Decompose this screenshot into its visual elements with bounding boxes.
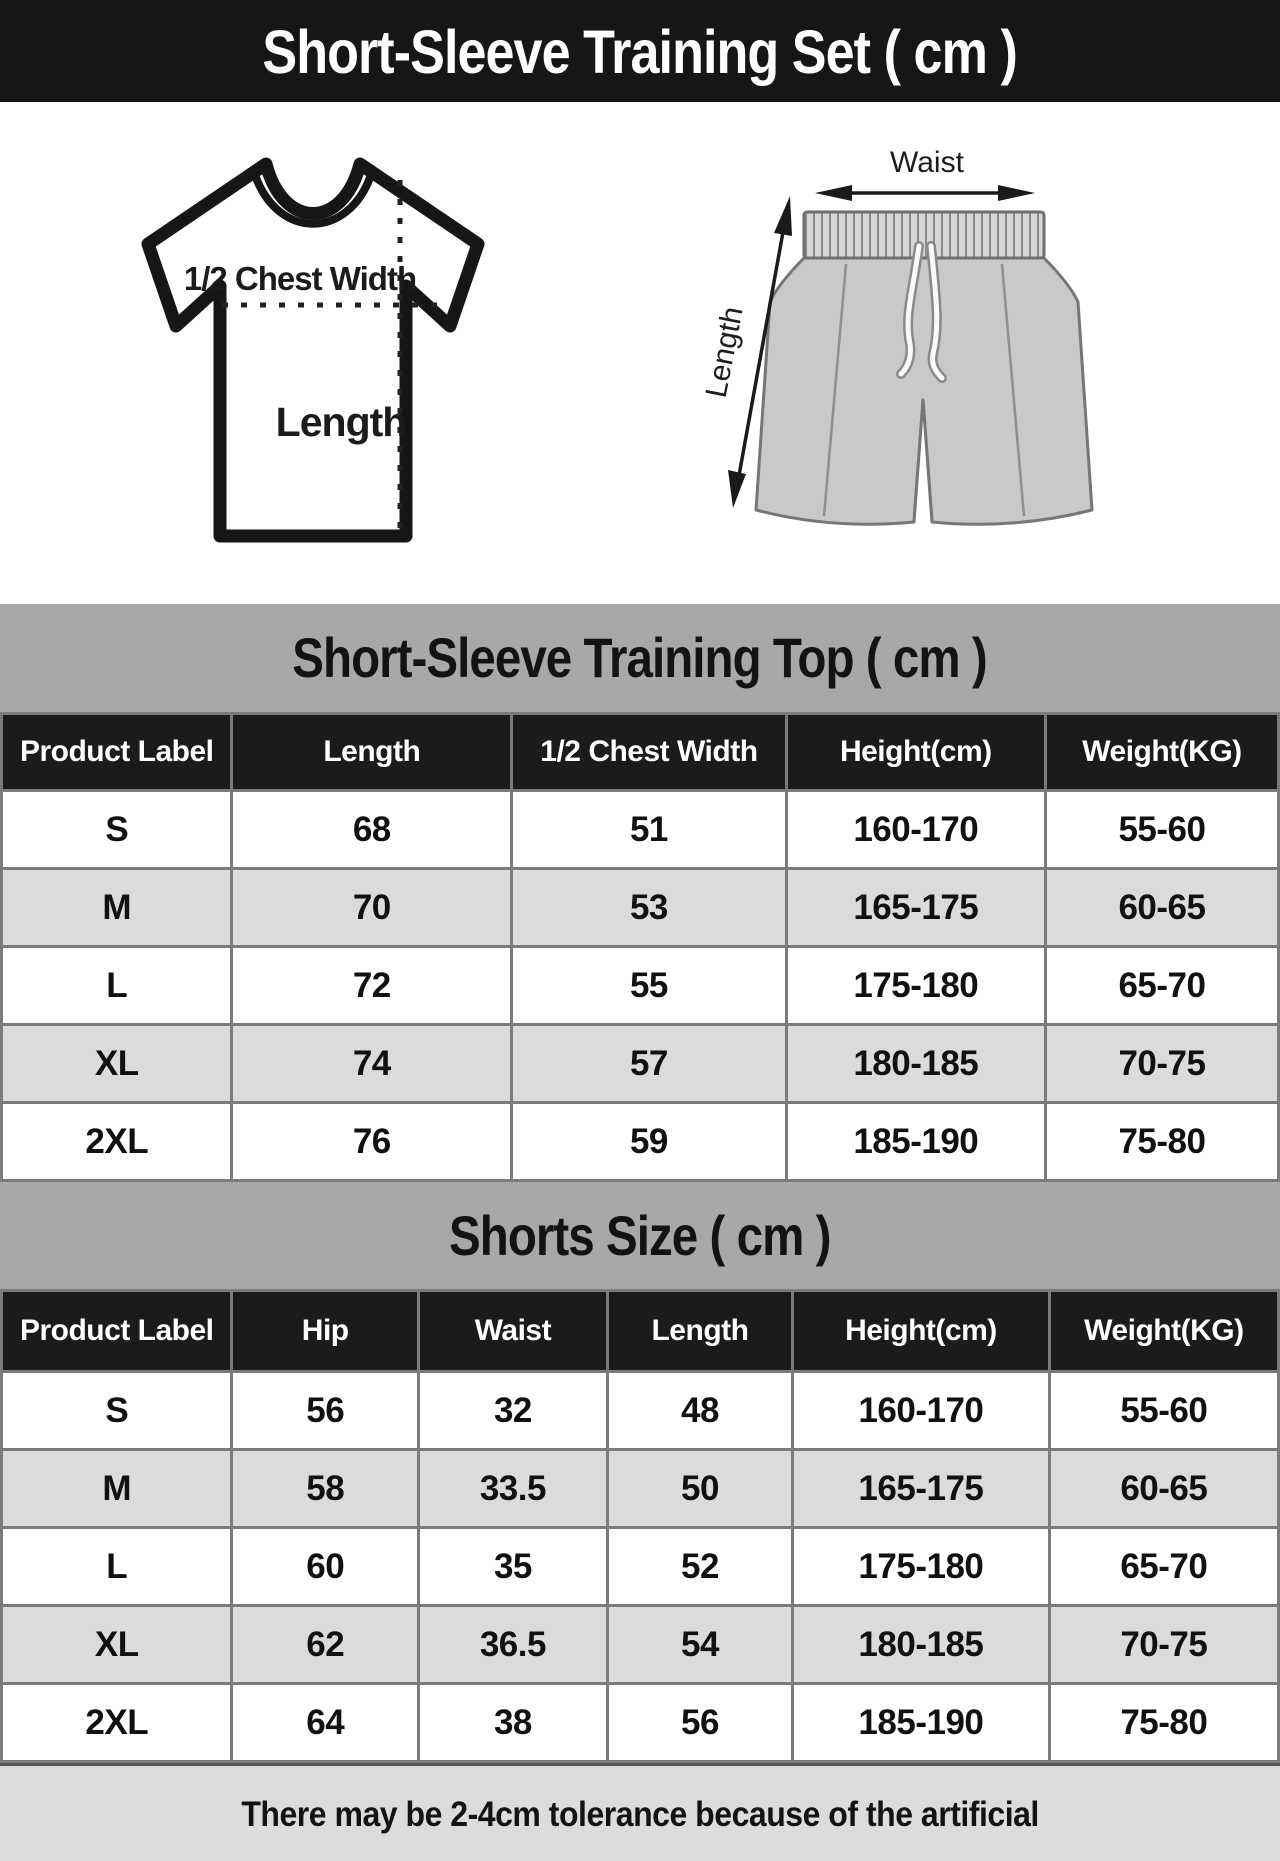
shorts-size-table [0,1289,1280,1763]
table-cell: 75-80 [1045,1103,1278,1181]
table-cell: S [2,1372,232,1450]
table-cell: S [2,791,232,869]
page-title: Short-Sleeve Training Set ( cm ) [262,16,1018,86]
column-header: Weight(KG) [1049,1291,1278,1372]
table-cell: 62 [232,1606,418,1684]
table-row [2,947,1279,1025]
table-row [2,1684,1279,1762]
table-cell: 76 [232,1103,512,1181]
table-cell: 54 [607,1606,792,1684]
table-cell: 33.5 [418,1450,607,1528]
column-header: Product Label [2,1291,232,1372]
measurement-diagrams [0,102,1280,604]
table-cell: 58 [232,1450,418,1528]
table-cell: 60-65 [1045,869,1278,947]
table-cell: 53 [512,869,787,947]
tshirt-chest-width-label: 1/2 Chest Width [183,260,417,297]
table-cell: M [2,869,232,947]
column-header: Height(cm) [793,1291,1050,1372]
table-cell: 74 [232,1025,512,1103]
waistband [804,212,1044,258]
length-arrowhead-bottom [728,470,746,508]
table-cell: 70-75 [1045,1025,1278,1103]
table-cell: 185-190 [786,1103,1045,1181]
table-cell: 64 [232,1684,418,1762]
table-cell: 56 [607,1684,792,1762]
table-row [2,1450,1279,1528]
tshirt-length-label: Length [275,399,407,445]
table-cell: 56 [232,1372,418,1450]
tolerance-note-bar [0,1763,1280,1861]
top-table-body [2,791,1279,1181]
table-row [2,791,1279,869]
table-cell: 160-170 [786,791,1045,869]
table-cell: 57 [512,1025,787,1103]
page-title-bar [0,0,1280,102]
table-cell: 72 [232,947,512,1025]
table-row [2,1528,1279,1606]
table-cell: 59 [512,1103,787,1181]
shorts-table-body [2,1372,1279,1762]
shorts-diagram-icon [618,116,1098,556]
table-cell: 70 [232,869,512,947]
table-cell: 180-185 [786,1025,1045,1103]
table-cell: 36.5 [418,1606,607,1684]
tolerance-note: There may be 2-4cm tolerance because of the artificial [241,1792,1039,1833]
shorts-length-label: Length [699,303,750,401]
table-cell: 65-70 [1045,947,1278,1025]
table-cell: 51 [512,791,787,869]
top-table-header-row [2,714,1279,791]
column-header: Hip [232,1291,418,1372]
table-cell: 75-80 [1049,1684,1278,1762]
table-cell: M [2,1450,232,1528]
top-table-title: Short-Sleeve Training Top ( cm ) [292,626,988,690]
table-cell: 55 [512,947,787,1025]
top-table-banner [0,604,1280,712]
table-cell: 60 [232,1528,418,1606]
table-cell: 175-180 [793,1528,1050,1606]
table-cell: 70-75 [1049,1606,1278,1684]
table-cell: 35 [418,1528,607,1606]
table-row [2,1372,1279,1450]
table-cell: 160-170 [793,1372,1050,1450]
table-cell: 60-65 [1049,1450,1278,1528]
table-cell: 65-70 [1049,1528,1278,1606]
table-cell: 2XL [2,1684,232,1762]
column-header: Length [232,714,512,791]
table-cell: 165-175 [793,1450,1050,1528]
column-header: Product Label [2,714,232,791]
shorts-table-header-row [2,1291,1279,1372]
column-header: Weight(KG) [1045,714,1278,791]
table-cell: 2XL [2,1103,232,1181]
column-header: Length [607,1291,792,1372]
length-arrowhead-top [774,196,792,236]
table-cell: 55-60 [1049,1372,1278,1450]
top-size-table [0,712,1280,1182]
table-cell: 165-175 [786,869,1045,947]
table-cell: 50 [607,1450,792,1528]
table-cell: 32 [418,1372,607,1450]
table-cell: 185-190 [793,1684,1050,1762]
shorts-table-title: Shorts Size ( cm ) [449,1204,831,1267]
waist-arrowhead-left [815,185,852,201]
column-header: Height(cm) [786,714,1045,791]
shorts-waist-label: Waist [890,146,964,179]
table-cell: XL [2,1606,232,1684]
table-cell: 52 [607,1528,792,1606]
shorts-table-banner [0,1182,1280,1289]
table-cell: 180-185 [793,1606,1050,1684]
table-cell: 48 [607,1372,792,1450]
table-cell: 38 [418,1684,607,1762]
table-cell: 68 [232,791,512,869]
table-row [2,1025,1279,1103]
column-header: 1/2 Chest Width [512,714,787,791]
tshirt-diagram-icon [98,118,548,570]
table-cell: 55-60 [1045,791,1278,869]
table-row [2,1606,1279,1684]
table-cell: L [2,1528,232,1606]
table-row [2,1103,1279,1181]
waist-arrowhead-right [998,185,1035,201]
table-cell: L [2,947,232,1025]
column-header: Waist [418,1291,607,1372]
table-cell: 175-180 [786,947,1045,1025]
table-cell: XL [2,1025,232,1103]
table-row [2,869,1279,947]
